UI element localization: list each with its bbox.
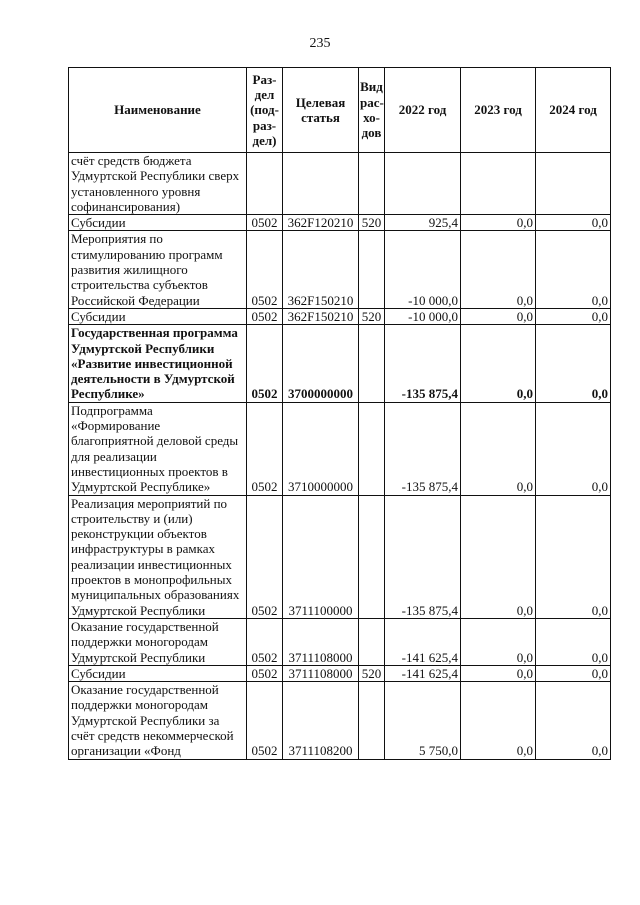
header-2023: 2023 год bbox=[461, 68, 536, 153]
cell-type: 520 bbox=[359, 215, 385, 231]
table-row bbox=[69, 618, 611, 665]
header-section-text: Раз- дел (под- раз- дел) bbox=[250, 71, 279, 148]
cell-y2024: 0,0 bbox=[536, 215, 611, 231]
header-type bbox=[359, 68, 385, 153]
cell-name: Субсидии bbox=[69, 308, 247, 324]
header-2022: 2022 год bbox=[385, 68, 461, 153]
cell-section: 0502 bbox=[247, 618, 283, 665]
header-name: Наименование bbox=[69, 68, 247, 153]
cell-name: Государственная программа Удмуртской Республики «Развитие инвестиционной деятельности в Удмуртской Республике» bbox=[69, 325, 247, 402]
cell-y2022 bbox=[385, 153, 461, 215]
cell-y2023: 0,0 bbox=[461, 402, 536, 495]
cell-y2022: -141 625,4 bbox=[385, 665, 461, 681]
cell-target: 3710000000 bbox=[283, 402, 359, 495]
cell-y2024: 0,0 bbox=[536, 231, 611, 308]
cell-target: 3711108000 bbox=[283, 665, 359, 681]
cell-name: Оказание государственной поддержки моногородам Удмуртской Республики за счёт средств некоммерческой организации «Фонд bbox=[69, 682, 247, 759]
cell-y2023: 0,0 bbox=[461, 618, 536, 665]
cell-type bbox=[359, 325, 385, 402]
cell-y2024 bbox=[536, 153, 611, 215]
table-row bbox=[69, 308, 611, 324]
header-target-text: Целевая статья bbox=[295, 94, 346, 125]
cell-type bbox=[359, 402, 385, 495]
cell-y2022: -141 625,4 bbox=[385, 618, 461, 665]
cell-y2022: -135 875,4 bbox=[385, 495, 461, 618]
cell-y2023: 0,0 bbox=[461, 231, 536, 308]
cell-target: 362F150210 bbox=[283, 308, 359, 324]
cell-section: 0502 bbox=[247, 402, 283, 495]
cell-y2023: 0,0 bbox=[461, 325, 536, 402]
cell-name: Оказание государственной поддержки моногородам Удмуртской Республики bbox=[69, 618, 247, 665]
cell-section: 0502 bbox=[247, 665, 283, 681]
cell-target bbox=[283, 153, 359, 215]
table-row bbox=[69, 215, 611, 231]
cell-target: 3711100000 bbox=[283, 495, 359, 618]
cell-y2022: 5 750,0 bbox=[385, 682, 461, 759]
cell-name: Подпрограмма «Формирование благоприятной деловой среды для реализации инвестиционных проектов в Удмуртской Республике» bbox=[69, 402, 247, 495]
header-target bbox=[283, 68, 359, 153]
cell-section: 0502 bbox=[247, 682, 283, 759]
table-row bbox=[69, 153, 611, 215]
cell-y2023: 0,0 bbox=[461, 215, 536, 231]
cell-type: 520 bbox=[359, 665, 385, 681]
cell-type bbox=[359, 231, 385, 308]
table-row bbox=[69, 402, 611, 495]
cell-target: 362F120210 bbox=[283, 215, 359, 231]
header-2024: 2024 год bbox=[536, 68, 611, 153]
header-section bbox=[247, 68, 283, 153]
cell-type bbox=[359, 682, 385, 759]
cell-type bbox=[359, 495, 385, 618]
table-row bbox=[69, 325, 611, 402]
cell-name: Реализация мероприятий по строительству и (или) реконструкции объектов инфраструктуры в рамках реализации инвестиционных проектов в монопрофильных муниципальных образованиях Удмуртской Республики bbox=[69, 495, 247, 618]
cell-name: Мероприятия по стимулированию программ развития жилищного строительства субъектов Российской Федерации bbox=[69, 231, 247, 308]
cell-y2022: -10 000,0 bbox=[385, 231, 461, 308]
cell-y2024: 0,0 bbox=[536, 325, 611, 402]
table-row bbox=[69, 665, 611, 681]
cell-type bbox=[359, 153, 385, 215]
page-number: 235 bbox=[309, 36, 331, 51]
cell-name: Субсидии bbox=[69, 665, 247, 681]
table-header-row bbox=[69, 68, 611, 153]
cell-y2023 bbox=[461, 153, 536, 215]
header-type-text: Вид рас- хо- дов bbox=[360, 79, 384, 141]
cell-type bbox=[359, 618, 385, 665]
cell-y2024: 0,0 bbox=[536, 495, 611, 618]
table-row bbox=[69, 231, 611, 308]
cell-y2023: 0,0 bbox=[461, 308, 536, 324]
cell-name: Субсидии bbox=[69, 215, 247, 231]
cell-y2022: 925,4 bbox=[385, 215, 461, 231]
budget-table bbox=[68, 67, 611, 760]
cell-target: 3711108200 bbox=[283, 682, 359, 759]
cell-target: 362F150210 bbox=[283, 231, 359, 308]
cell-y2022: -135 875,4 bbox=[385, 325, 461, 402]
cell-name: счёт средств бюджета Удмуртской Республики сверх установленного уровня софинансирования) bbox=[69, 153, 247, 215]
cell-section bbox=[247, 153, 283, 215]
cell-section: 0502 bbox=[247, 231, 283, 308]
cell-y2024: 0,0 bbox=[536, 665, 611, 681]
cell-y2023: 0,0 bbox=[461, 495, 536, 618]
cell-y2024: 0,0 bbox=[536, 618, 611, 665]
cell-section: 0502 bbox=[247, 325, 283, 402]
cell-y2024: 0,0 bbox=[536, 682, 611, 759]
cell-y2022: -135 875,4 bbox=[385, 402, 461, 495]
cell-y2022: -10 000,0 bbox=[385, 308, 461, 324]
cell-y2024: 0,0 bbox=[536, 308, 611, 324]
cell-section: 0502 bbox=[247, 308, 283, 324]
cell-target: 3700000000 bbox=[283, 325, 359, 402]
cell-type: 520 bbox=[359, 308, 385, 324]
cell-target: 3711108000 bbox=[283, 618, 359, 665]
cell-y2023: 0,0 bbox=[461, 682, 536, 759]
cell-section: 0502 bbox=[247, 215, 283, 231]
cell-y2024: 0,0 bbox=[536, 402, 611, 495]
table-row bbox=[69, 495, 611, 618]
cell-section: 0502 bbox=[247, 495, 283, 618]
cell-y2023: 0,0 bbox=[461, 665, 536, 681]
table-row bbox=[69, 682, 611, 759]
